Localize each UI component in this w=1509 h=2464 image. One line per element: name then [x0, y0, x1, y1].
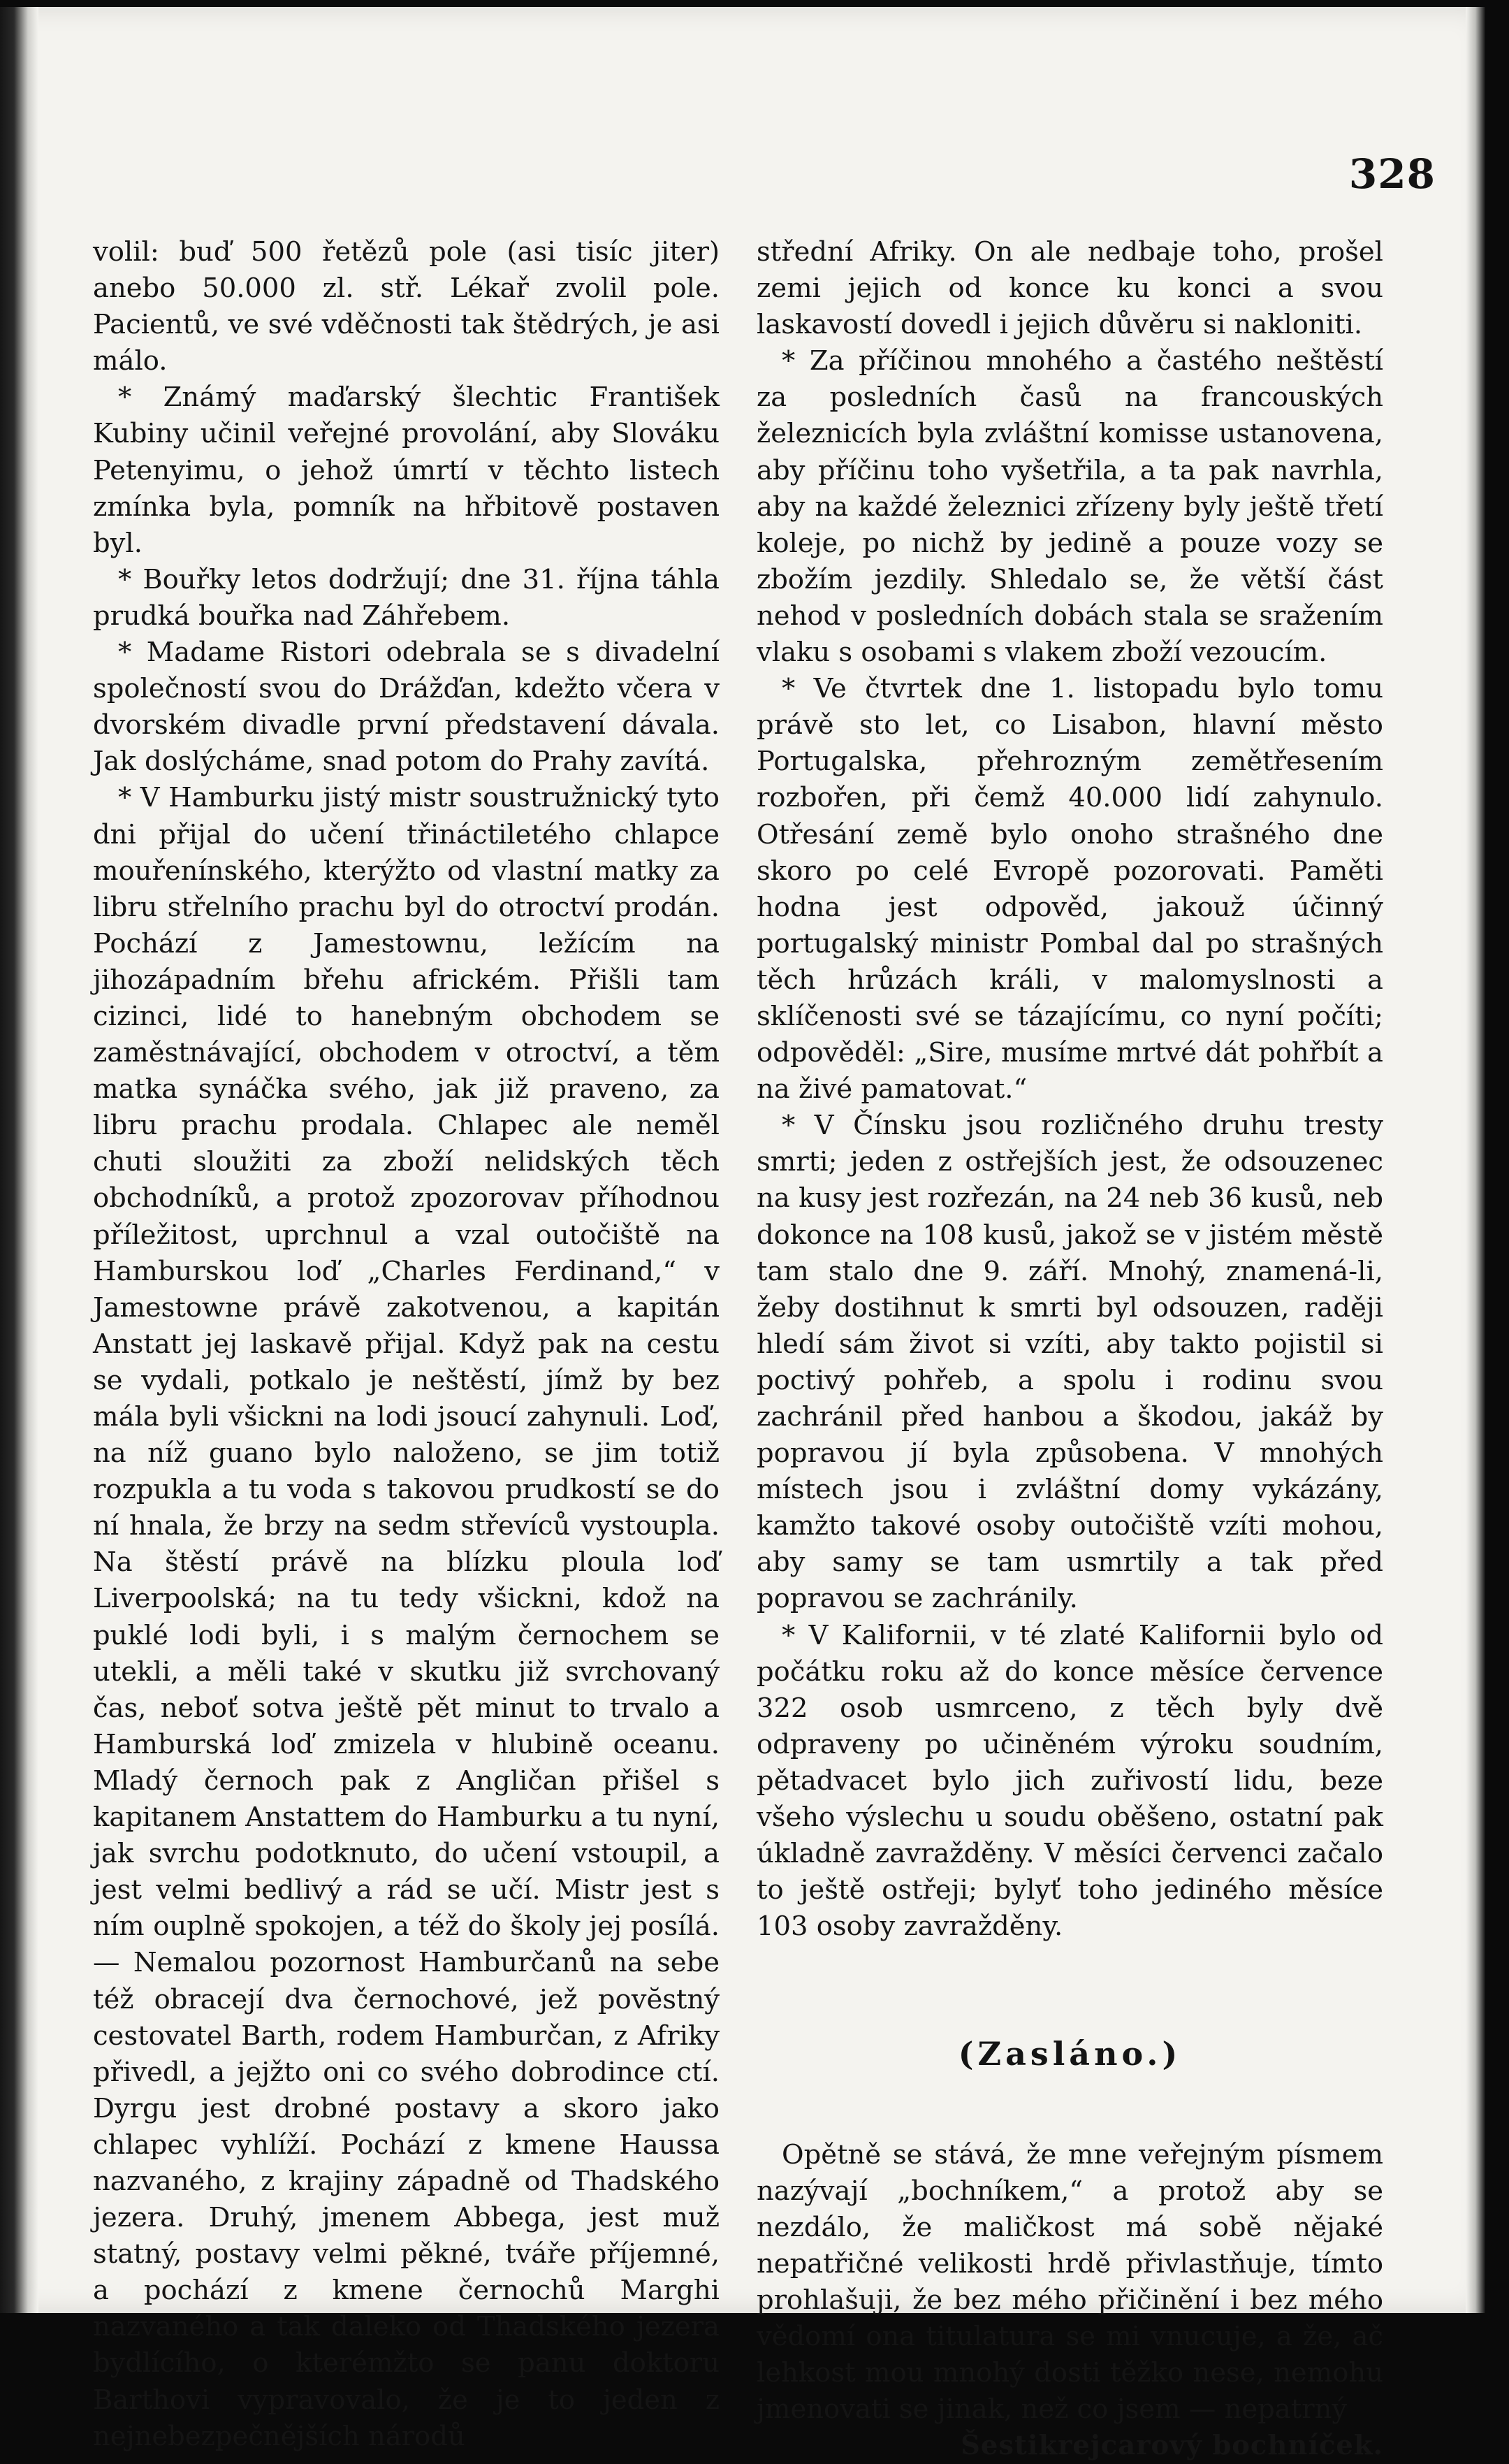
article-paragraph: * Ve čtvrtek dne 1. listopadu bylo tomu právě sto let, co Lisabon, hlavní město Portugalska, přehrozným zemětřesením rozbořen, při čemž 40.000 lidí zahynulo. Otřesání země bylo onoho strašného dne skoro po celé Evropě pozorovati. Paměti hodna jest odpověd, jakouž účinný portugalský ministr Pombal dal po strašných těch hrůzách králi, v malomyslnosti a sklíčenosti své se tázajícímu, co nyní počíti; odpověděl: „Sire, musíme mrtvé dát pohřbít a na živé pamatovat.“	[757, 673, 1383, 1106]
newspaper-page	[0, 7, 1485, 2462]
article-paragraph: * Madame Ristori odebrala se s divadelní společností svou do Drážďan, kdežto včera v dvorském divadle první představení dávala. Jak doslýcháme, snad potom do Prahy zavítá.	[93, 637, 720, 778]
page-right-shadow	[1466, 7, 1485, 2313]
article-paragraph: * V Kalifornii, v té zlaté Kalifornii bylo od počátku roku až do konce měsíce července 322 osob usmrceno, z těch byly dvě odpraveny po učiněném výroku soudním, pětadvacet bylo jich zuřivostí lidu, beze všeho výslechu u soudu oběšeno, ostatní pak úkladně zavražděny. V měsíci červenci začalo to ještě ostřeji; bylyť toho jediného měsíce 103 osoby zavražděny.	[757, 1619, 1383, 1943]
article-paragraph: * Za příčinou mnohého a častého neštěstí za posledních časů na francouských železnicích byla zvláštní komisse ustanovena, aby příčinu toho vyšetřila, a ta pak navrhla, aby na každé železnici zřízeny byly ještě třetí koleje, po nichž by jedině a pouze vozy se zbožím jezdily. Shledalo se, že větší část nehod v posledních dobách stala se sražením vlaku s osobami s vlakem zboží vezoucím.	[757, 345, 1383, 669]
article-paragraph: střední Afriky. On ale nedbaje toho, prošel zemi jejich od konce ku konci a svou laskavostí dovedl i jejich důvěru si nakloniti.	[757, 236, 1383, 341]
article-paragraph: * Bouřky letos dodržují; dne 31. října táhla prudká bouřka nad Záhřebem.	[93, 563, 720, 632]
notice-text: Opětně se stává, že mne veřejným písmem nazývají „bochníkem,“ a protož aby se nezdálo, že maličkost má sobě nějaké nepatřičné velikosti hrdě přivlastňuje, tímto prohlašuji, že bez mého přičinění i bez mého vědomí ona titulatura se mi vnucuje, a že, ač lehkost mou mnohý dosti těžko nese, nemohu jmenovati se jinak, než co jsem — nepatrný	[757, 2138, 1383, 2426]
notice-heading: (Zasláno.)	[958, 2035, 1182, 2073]
page-left-shadow	[0, 7, 38, 2313]
article-paragraph: * V Hamburku jistý mistr soustružnický tyto dni přijal do učení třináctiletého chlapce mouřenínského, kterýžto od vlastní matky za libru střelního prachu byl do otroctví prodán. Pochází z Jamestownu, ležícím na jihozápadním břehu africkém. Přišli tam cizinci, lidé to hanebným obchodem se zaměstnávající, obchodem v otroctví, a těm matka synáčka svého, jak již praveno, za libru prachu prodala. Chlapec ale neměl chuti sloužiti za zboží nelidských těch obchodníků, a protož zpozorovav příhodnou příležitost, uprchnul a vzal outočiště na Hamburskou loď „Charles Ferdinand,“ v Jamestowne právě zakotvenou, a kapitán Anstatt jej laskavě přijal. Když pak na cestu se vydali, potkalo je neštěstí, jímž by bez mála byli všickni na lodi jsoucí zahynuli. Loď, na níž guano bylo naloženo, se jim totiž rozpukla a tu voda s takovou prudkostí se do ní hnala, že brzy na sedm střevíců vystoupla. Na štěstí právě na blízku ploula loď Liverpoolská; na tu tedy všickni, kdož na puklé lodi byli, i s malým černochem se utekli, a měli také v skutku již svrchovaný čas, neboť sotva ještě pět minut to trvalo a Hamburská loď zmizela v hlubině oceanu. Mladý černoch pak z Angličan přišel s kapitanem Anstattem do Hamburku a tu nyní, jak svrchu podotknuto, do učení vstoupil, a jest velmi bedlivý a rád se učí. Mistr jest s ním ouplně spokojen, a též do školy jej posílá. — Nemalou pozornost Hamburčanů na sebe též obracejí dva černochové, jež povĕstný cestovatel Barth, rodem Hamburčan, z Afriky přivedl, a jejžto oni co svého dobrodince ctí. Dyrgu jest drobné postavy a skoro jako chlapec vyhlíží. Pochází z kmene Haussa nazvaného, z krajiny západně od Thadského jezera. Druhý, jmenem Abbega, jest muž statný, postavy velmi pěkné, tváře příjemné, a pochází z kmene černochů Marghi nazvaného a tak daleko od Thadského jezera bydlícího, o kterémžto se panu doktoru Barthovi vypravovalo, že je to jeden z nejnebezpečnějších národů	[93, 782, 720, 2452]
right-column	[757, 234, 1383, 2464]
page-number: 328	[1348, 150, 1436, 198]
left-column	[93, 234, 720, 2455]
article-paragraph: volil: buď 500 řetězů pole (asi tisíc jiter) anebo 50.000 zl. stř. Lékař zvolil pole. Pacientů, ve své vděčnosti tak štědrých, je asi málo.	[93, 236, 720, 377]
notice-signature: Šestikrejcarový bochníček.	[961, 2430, 1383, 2462]
article-paragraph: * V Čínsku jsou rozličného druhu tresty smrti; jeden z ostřejších jest, že odsouzenec na kusy jest rozřezán, na 24 neb 36 kusů, neb dokonce na 108 kusů, jakož se v jistém městě tam stalo dne 9. září. Mnohý, znamená-li, žeby dostihnut k smrti byl odsouzen, raději hledí sám život si vzíti, aby takto pojistil si poctivý pohřeb, a spolu i rodinu svou zachránil před hanbou a škodou, jakáž by popravou jí byla způsobena. V mnohých místech jsou i zvláštní domy vykázány, kamžto takové osoby outočiště vzíti mohou, aby samy se tam usmrtily a tak před popravou se zachránily.	[757, 1110, 1383, 1615]
article-paragraph: * Známý maďarský šlechtic František Kubiny učinil veřejné provolání, aby Slováku Petenyimu, o jehož úmrtí v těchto listech zmínka byla, pomník na hřbitově postaven byl.	[93, 382, 720, 559]
